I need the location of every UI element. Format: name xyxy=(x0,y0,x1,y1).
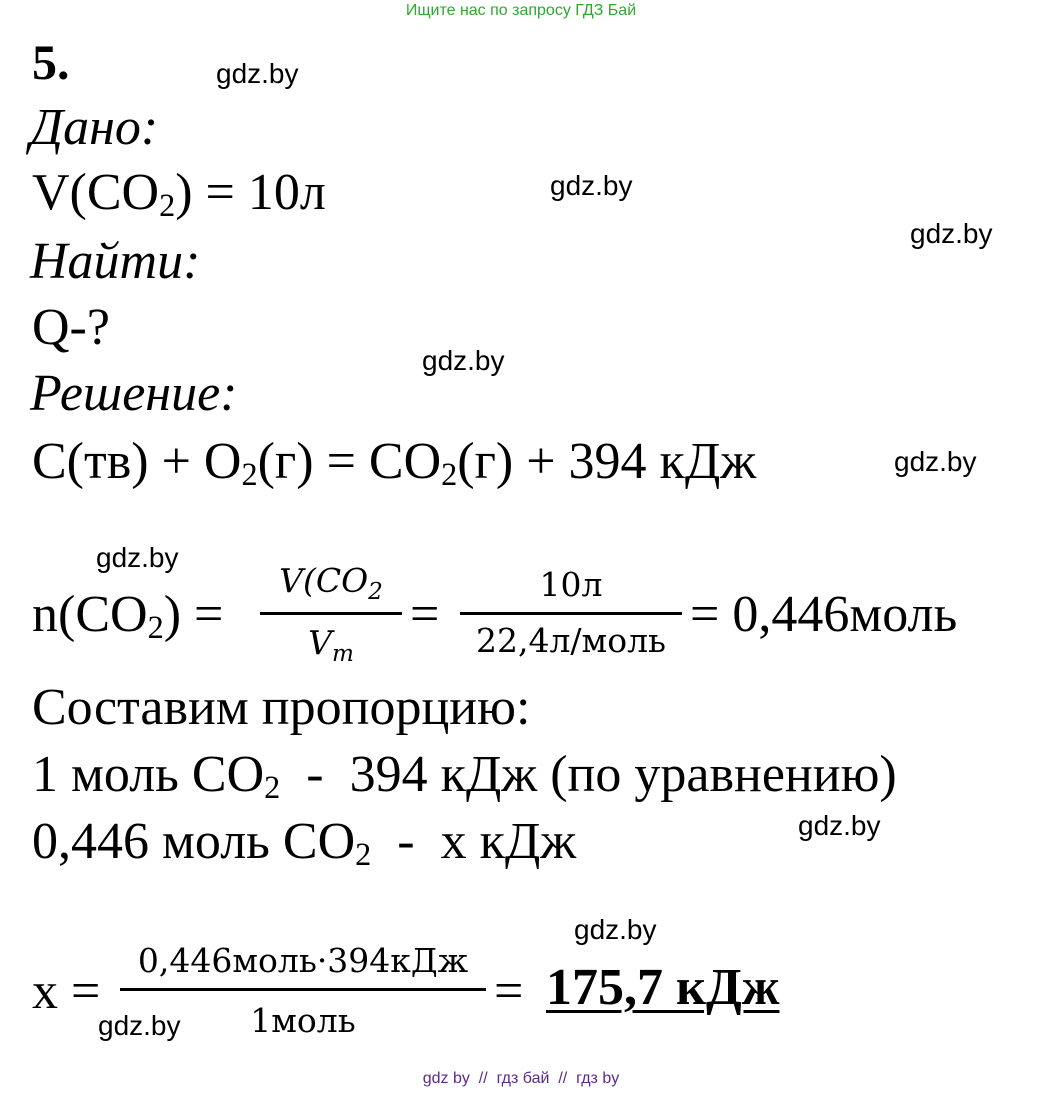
watermark: gdz.by xyxy=(574,914,657,945)
fraction-bar xyxy=(260,612,402,615)
prop1-suffix: - 394 кДж (по уравнению) xyxy=(280,746,897,803)
fraction-final xyxy=(120,940,486,1050)
eq-part-3: (г) + 394 кДж xyxy=(457,433,757,490)
numerator-prefix: V(CO xyxy=(279,561,369,600)
denominator-letter: V xyxy=(308,623,332,662)
given-volume xyxy=(32,163,326,223)
moles-sub: 2 xyxy=(147,609,164,646)
eq-sub-1: 2 xyxy=(241,456,258,493)
fraction-bar xyxy=(460,612,682,615)
watermark: gdz.by xyxy=(910,218,993,249)
find-heading: Найти: xyxy=(30,233,201,290)
watermark: gdz.by xyxy=(894,446,977,477)
fraction-denominator: 1моль xyxy=(250,1001,356,1040)
prop2-prefix: 0,446 моль CO xyxy=(32,813,356,870)
moles-suffix: ) = xyxy=(163,586,224,643)
fraction-bar xyxy=(120,988,486,991)
solution-heading: Решение: xyxy=(30,365,238,422)
eq-part-2: (г) = CO xyxy=(257,433,442,490)
numerator-sub: 2 xyxy=(368,578,383,605)
fraction-numerator: 0,446моль·394кДж xyxy=(137,941,469,980)
fraction-numerator xyxy=(260,561,402,605)
proportion-line-2 xyxy=(32,812,576,872)
footer-links: gdz by // гдз бай // гдз by xyxy=(422,1070,620,1087)
eq-part-1: C(тв) + O xyxy=(32,433,242,490)
given-volume-suffix: ) = 10л xyxy=(175,164,326,221)
given-volume-sub: 2 xyxy=(159,187,176,224)
fraction-denominator xyxy=(260,623,402,667)
prop2-sub: 2 xyxy=(355,836,372,873)
watermark: gdz.by xyxy=(98,1010,181,1041)
final-answer: 175,7 кДж xyxy=(546,959,780,1016)
fraction-volume-over-vm xyxy=(260,562,402,672)
final-equals-sign: = xyxy=(494,963,524,1020)
moles-prefix: n(CO xyxy=(32,586,148,643)
fraction-10l-over-molar-volume xyxy=(460,562,682,672)
prop2-suffix: - x кДж xyxy=(371,813,577,870)
watermark: gdz.by xyxy=(798,810,881,841)
given-volume-prefix: V(CO xyxy=(32,164,160,221)
reaction-equation xyxy=(32,432,756,492)
denominator-sub: m xyxy=(331,640,354,667)
given-heading: Дано: xyxy=(30,99,159,156)
fraction-denominator: 22,4л/моль xyxy=(475,621,667,660)
proportion-line-1 xyxy=(32,745,897,805)
fraction-numerator: 10л xyxy=(539,565,603,604)
moles-result: = 0,446моль xyxy=(690,586,958,643)
prop1-prefix: 1 моль CO xyxy=(32,746,265,803)
find-value: Q-? xyxy=(32,299,110,356)
equals-sign: = xyxy=(410,586,440,643)
watermark: gdz.by xyxy=(550,170,633,201)
watermark: gdz.by xyxy=(422,345,505,376)
proportion-heading: Составим пропорцию: xyxy=(32,679,531,736)
prop1-sub: 2 xyxy=(264,769,281,806)
moles-label xyxy=(32,585,223,645)
problem-number: 5. xyxy=(32,34,70,90)
eq-sub-2: 2 xyxy=(441,456,458,493)
top-banner: Ищите нас по запросу ГДЗ Бай xyxy=(405,2,637,19)
watermark: gdz.by xyxy=(96,542,179,573)
watermark: gdz.by xyxy=(216,58,299,89)
x-label: x = xyxy=(32,963,101,1020)
